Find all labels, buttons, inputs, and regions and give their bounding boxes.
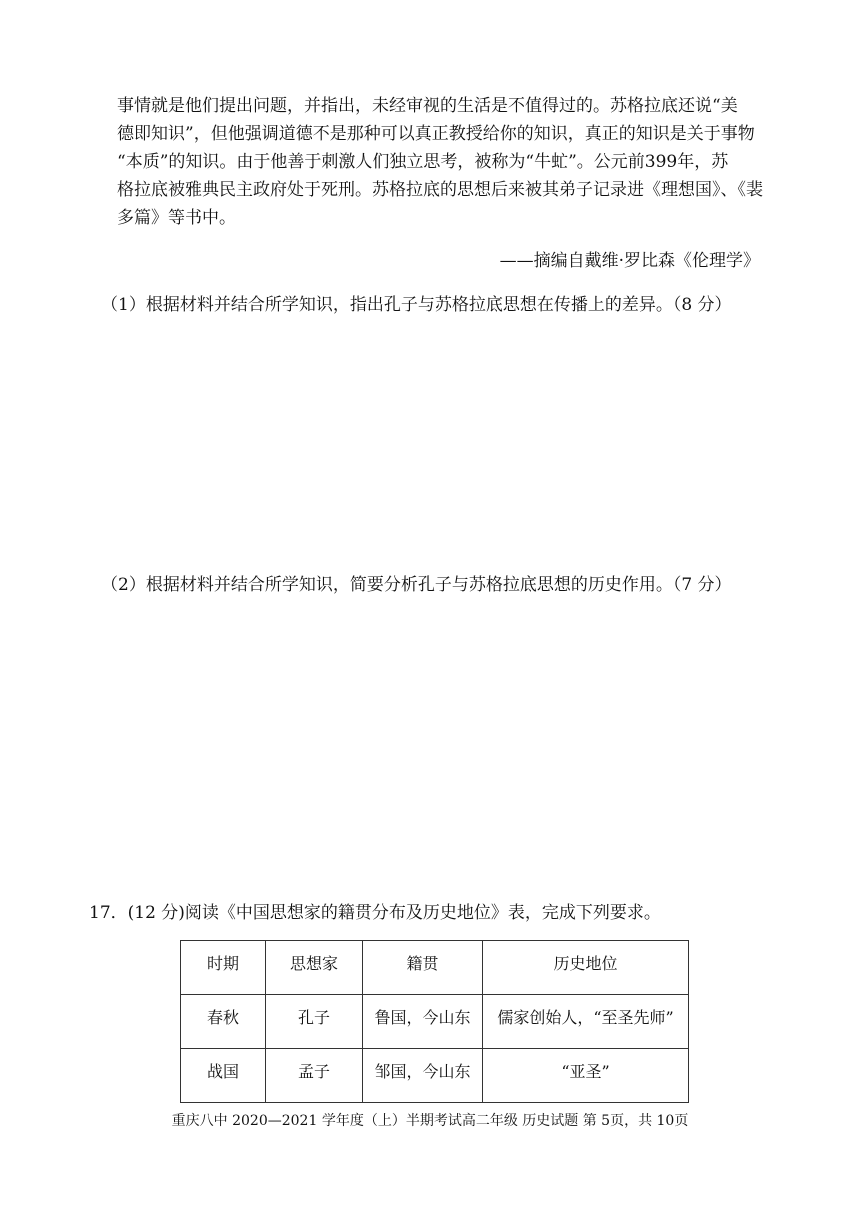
- cell-hometown: 邹国，今山东: [363, 1049, 483, 1103]
- cell-thinker: 孔子: [266, 995, 363, 1049]
- table-header-row: [181, 941, 689, 995]
- header-period: 时期: [181, 941, 266, 995]
- table-row: [181, 995, 689, 1049]
- page-footer: 重庆八中 2020—2021 学年度（上）半期考试高二年级 历史试题 第 5页，共 10页: [171, 1113, 689, 1129]
- passage-line: 格拉底被雅典民主政府处于死刑。苏格拉底的思想后来被其弟子记录进《理想国》、《裴: [117, 180, 763, 200]
- table-row: [181, 1049, 689, 1103]
- passage-line: “本质”的知识。由于他善于刺激人们独立思考，被称为“牛虻”。公元前399年，苏: [117, 152, 729, 172]
- cell-period: 春秋: [181, 995, 266, 1049]
- passage-source: ——摘编自戴维·罗比森《伦理学》: [499, 251, 760, 271]
- cell-hometown: 鲁国，今山东: [363, 995, 483, 1049]
- cell-period: 战国: [181, 1049, 266, 1103]
- cell-status: “亚圣”: [483, 1049, 689, 1103]
- question-1: （1）根据材料并结合所学知识，指出孔子与苏格拉底思想在传播上的差异。（8 分）: [101, 295, 732, 315]
- question-2: （2）根据材料并结合所学知识，简要分析孔子与苏格拉底思想的历史作用。（7 分）: [101, 575, 732, 595]
- passage-line: 事情就是他们提出问题，并指出，未经审视的生活是不值得过的。苏格拉底还说“美: [117, 96, 738, 116]
- question-17: 17．(12 分)阅读《中国思想家的籍贯分布及历史地位》表，完成下列要求。: [89, 903, 661, 923]
- passage-text: [117, 92, 777, 232]
- header-hometown: 籍贯: [363, 941, 483, 995]
- passage-line: 德即知识”，但他强调道德不是那种可以真正教授给你的知识，真正的知识是关于事物: [117, 124, 755, 144]
- header-status: 历史地位: [483, 941, 689, 995]
- header-thinker: 思想家: [266, 941, 363, 995]
- cell-status: 儒家创始人，“至圣先师”: [483, 995, 689, 1049]
- passage-line: 多篇》等书中。: [117, 208, 236, 228]
- thinker-table: [180, 940, 689, 1103]
- cell-thinker: 孟子: [266, 1049, 363, 1103]
